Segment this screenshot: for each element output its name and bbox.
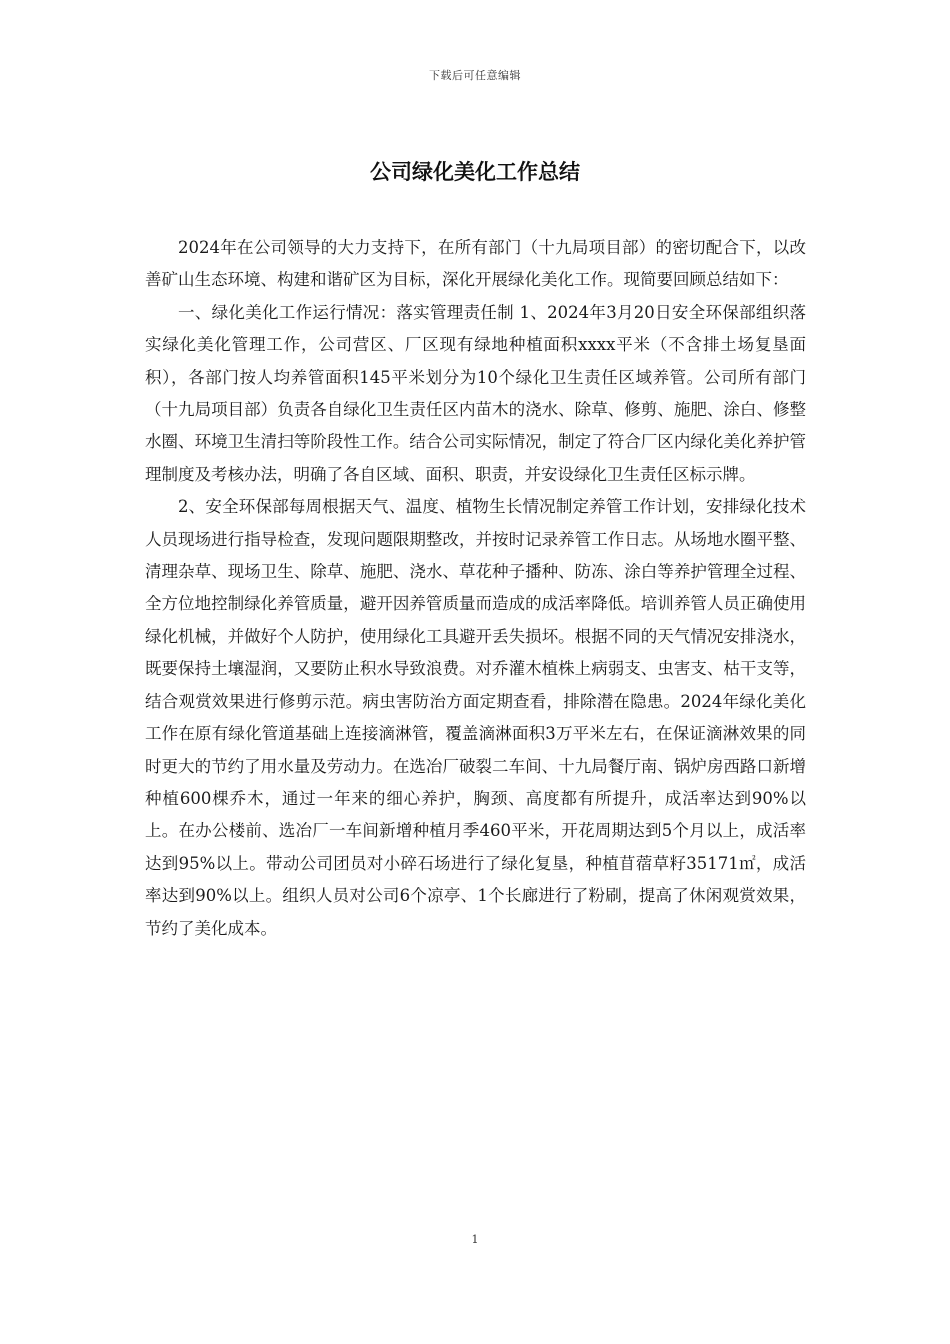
paragraph-section-1: 一、绿化美化工作运行情况：落实管理责任制 1、2024年3月20日安全环保部组织落实绿化美化管理工作，公司营区、厂区现有绿地种植面积xxxx平米（不含排土场复垦面积），各部门按人均养管面积145平米划分为10个绿化卫生责任区域养管。公司所有部门（十九局项目部）负责各自绿化卫生责任区内苗木的浇水、除草、修剪、施肥、涂白、修整水圈、环境卫生清扫等阶段性工作。结合公司实际情况，制定了符合厂区内绿化美化养护管理制度及考核办法，明确了各自区域、面积、职责，并安设绿化卫生责任区标示牌。 [145, 302, 806, 484]
document-title: 公司绿化美化工作总结 [370, 160, 580, 184]
paragraph-section-2: 2、安全环保部每周根据天气、温度、植物生长情况制定养管工作计划，安排绿化技术人员现场进行指导检查，发现问题限期整改，并按时记录养管工作日志。从场地水圈平整、清理杂草、现场卫生、除草、施肥、浇水、草花种子播种、防冻、涂白等养护管理全过程、全方位地控制绿化养管质量，避开因养管质量而造成的成活率降低。培训养管人员正确使用绿化机械，并做好个人防护，使用绿化工具避开丢失损坏。根据不同的天气情况安排浇水，既要保持土壤湿润，又要防止积水导致浪费。对乔灌木植株上病弱支、虫害支、枯干支等，结合观赏效果进行修剪示范。病虫害防治方面定期查看，排除潜在隐患。2024年绿化美化工作在原有绿化管道基础上连接滴淋管，覆盖滴淋面积3万平米左右，在保证滴淋效果的同时更大的节约了用水量及劳动力。在选冶厂破裂二车间、十九局餐厅南、锅炉房西路口新增种植600棵乔木，通过一年来的细心养护，胸颈、高度都有所提升，成活率达到90%以上。在办公楼前、选冶厂一车间新增种植月季460平米，开花周期达到5个月以上，成活率达到95%以上。带动公司团员对小碎石场进行了绿化复垦，种植苜蓿草籽35171㎡，成活率达到90%以上。组织人员对公司6个凉亭、1个长廊进行了粉刷，提高了休闲观赏效果，节约了美化成本。 [145, 497, 806, 938]
paragraph-intro: 2024年在公司领导的大力支持下，在所有部门（十九局项目部）的密切配合下，以改善矿山生态环境、构建和谐矿区为目标，深化开展绿化美化工作。现简要回顾总结如下： [145, 238, 806, 290]
page-number: 1 [471, 1233, 479, 1246]
page-header-note: 下载后可任意编辑 [429, 69, 521, 82]
document-body [145, 232, 806, 945]
